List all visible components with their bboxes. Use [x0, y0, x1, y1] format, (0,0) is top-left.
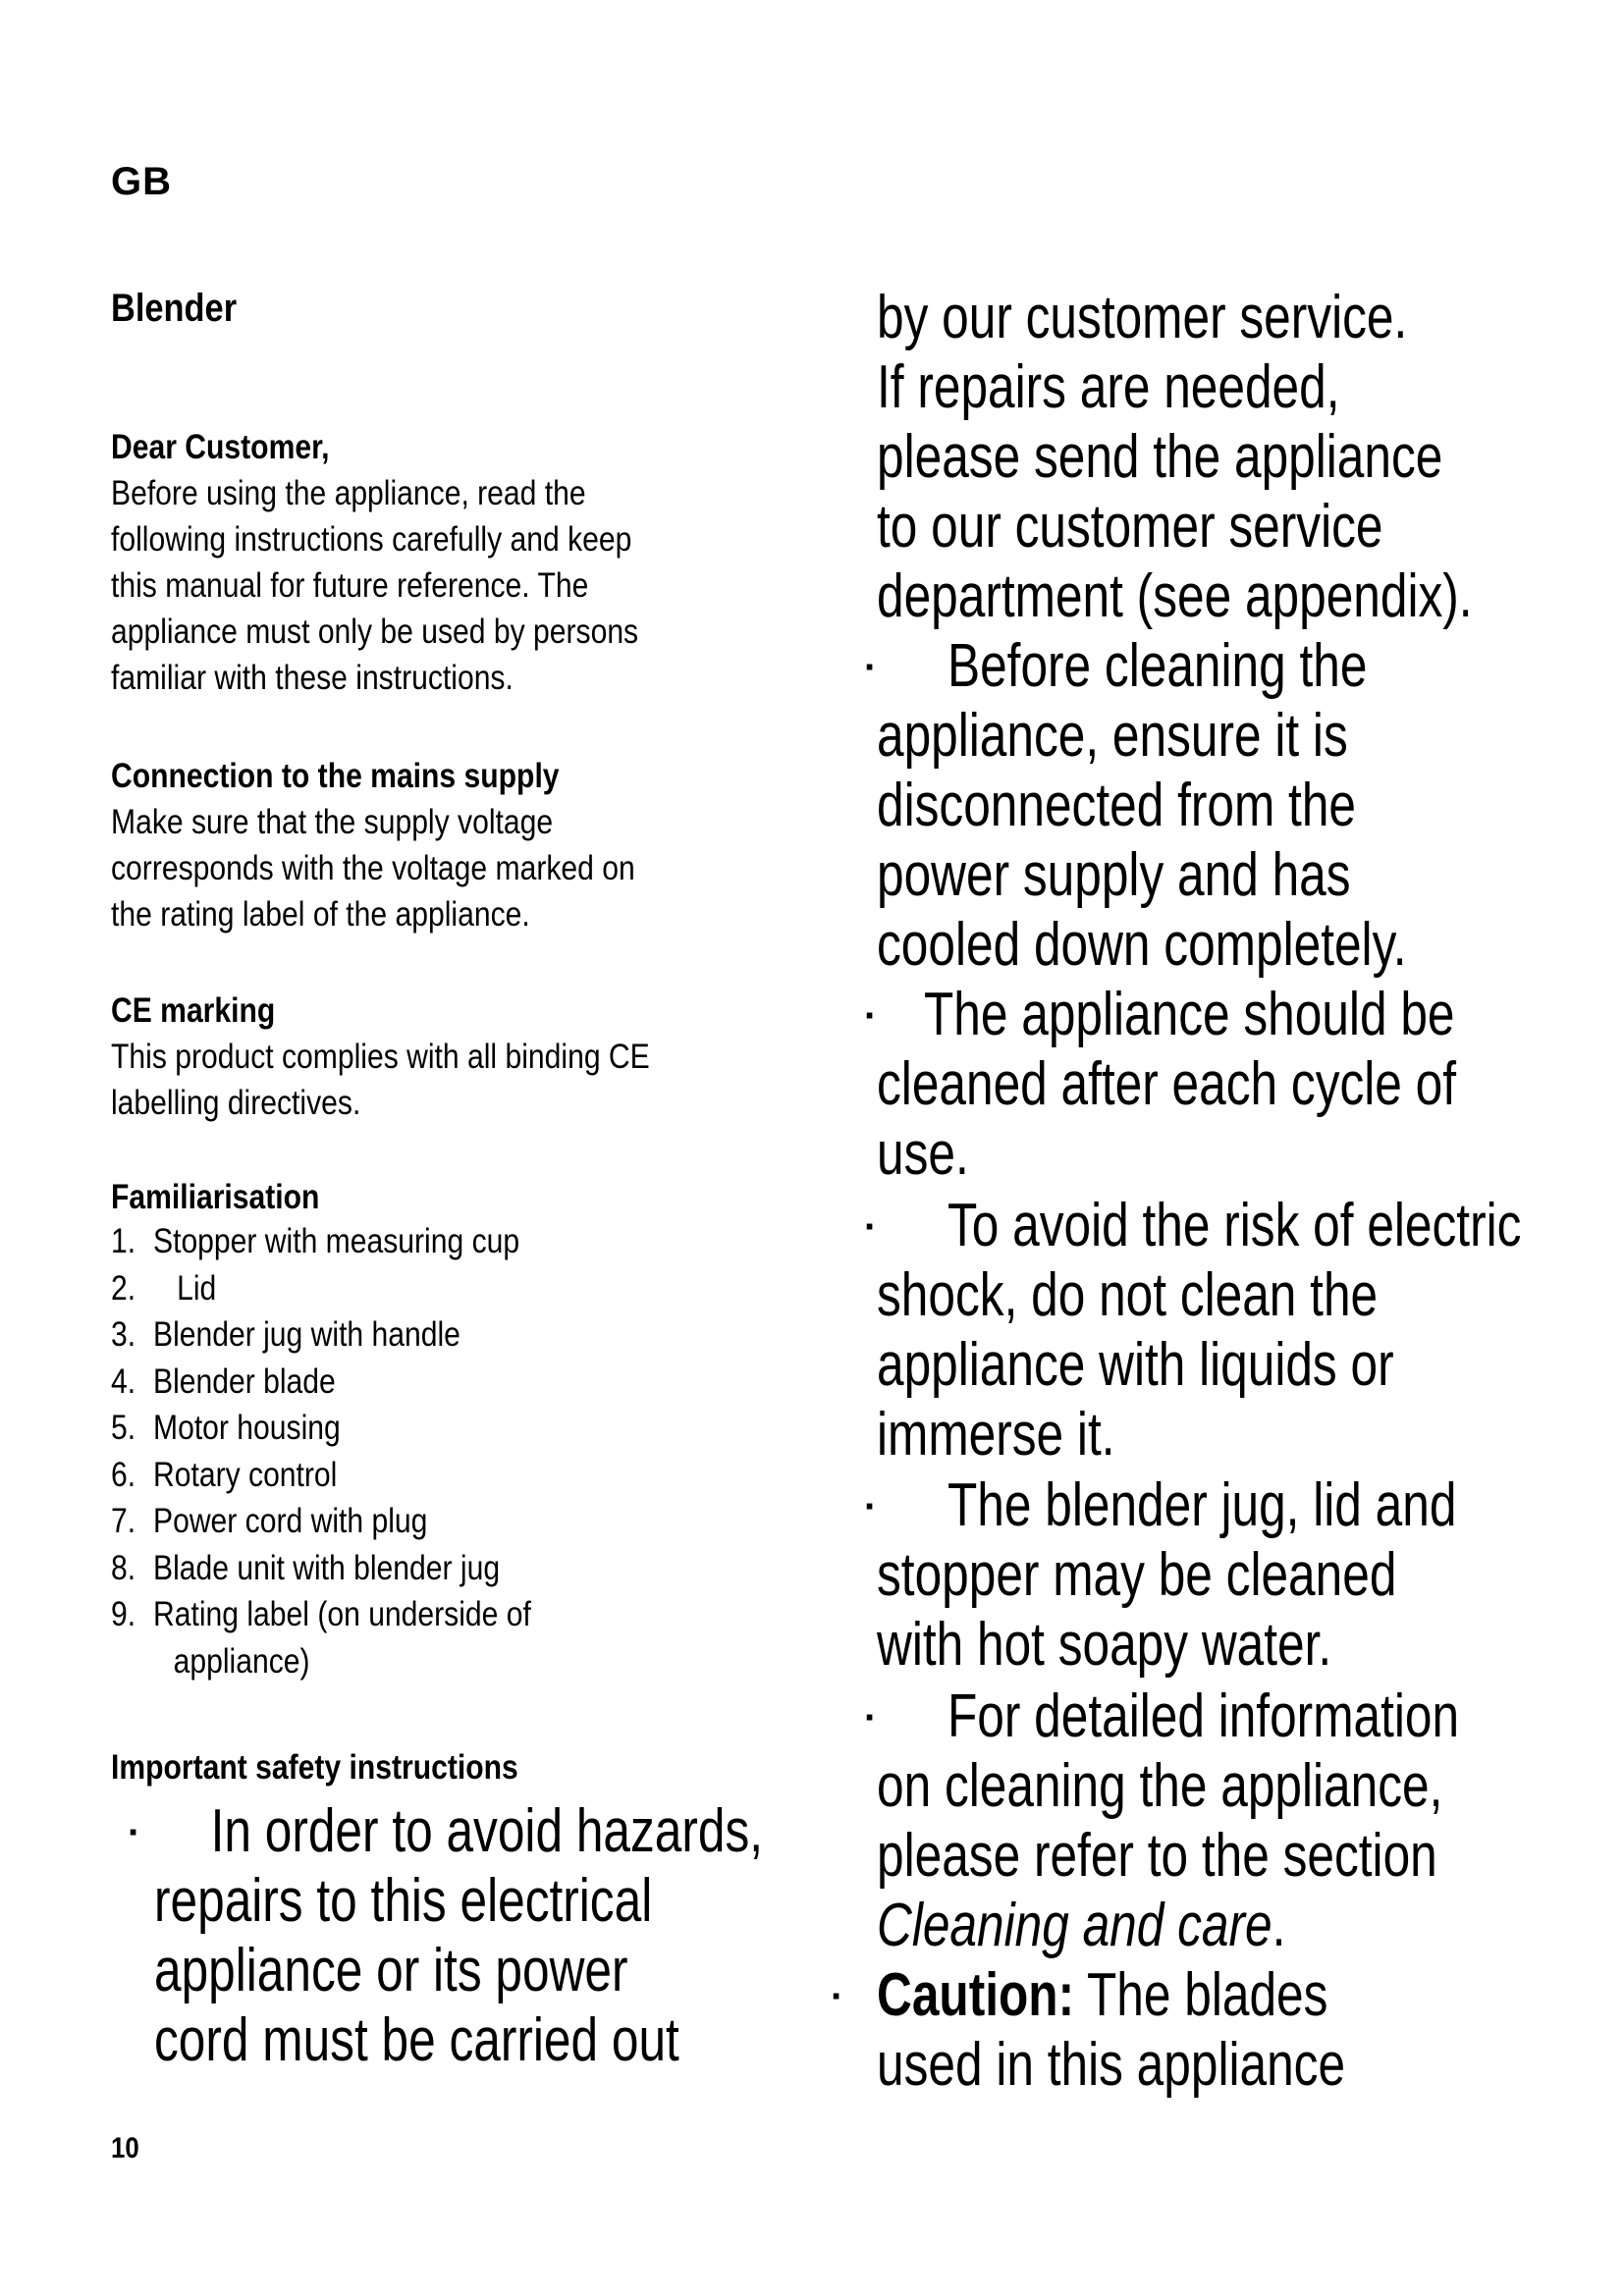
right-line: The appliance should be	[924, 981, 1455, 1048]
list-item	[111, 1591, 531, 1684]
list-number: 2.	[111, 1268, 136, 1308]
mains-line: the rating label of the appliance.	[111, 895, 530, 934]
list-item	[111, 1405, 531, 1452]
right-line: power supply and has	[877, 841, 1351, 909]
right-line: The blender jug, lid and	[947, 1471, 1457, 1539]
right-line: disconnected from the	[877, 772, 1357, 839]
right-line: If repairs are needed,	[877, 353, 1340, 421]
ce-line: labelling directives.	[111, 1084, 361, 1122]
right-line: appliance, ensure it is	[877, 702, 1348, 770]
bullet-icon: ·	[831, 1975, 844, 2018]
intro-line: Before using the appliance, read the	[111, 474, 586, 512]
mains-line: corresponds with the voltage marked on	[111, 849, 635, 887]
list-text: Power cord with plug	[153, 1502, 428, 1540]
list-number: 4.	[111, 1362, 136, 1401]
mains-heading: Connection to the mains supply	[111, 757, 560, 795]
intro-line: following instructions carefully and keep	[111, 520, 632, 559]
list-text: Blender jug with handle	[153, 1315, 460, 1354]
list-number: 7.	[111, 1502, 136, 1540]
right-bullet-5	[877, 1682, 1459, 1960]
right-line: Before cleaning the	[947, 632, 1368, 700]
list-item	[111, 1498, 531, 1545]
right-line: please refer to the section	[877, 1822, 1437, 1890]
list-number: 1.	[111, 1222, 136, 1260]
list-text: Lid	[177, 1268, 217, 1308]
list-item	[111, 1359, 531, 1406]
right-line: appliance with liquids or	[877, 1331, 1394, 1399]
list-text: Stopper with measuring cup	[153, 1222, 520, 1260]
safety-line: In order to avoid hazards,	[210, 1797, 764, 1865]
right-line: use.	[877, 1120, 969, 1188]
safety-heading: Important safety instructions	[111, 1748, 518, 1787]
list-text: Rotary control	[153, 1455, 338, 1494]
list-text: Rating label (on underside of	[153, 1595, 531, 1633]
right-line: with hot soapy water.	[877, 1611, 1332, 1679]
list-text: Blade unit with blender jug	[153, 1548, 501, 1587]
intro-line: familiar with these instructions.	[111, 659, 514, 697]
right-bullet-4	[877, 1470, 1456, 1680]
list-item	[111, 1452, 531, 1499]
right-line: please send the appliance	[877, 423, 1443, 491]
mains-section	[111, 753, 735, 937]
caution-line	[877, 1960, 1345, 2030]
right-continuation	[877, 283, 1473, 631]
caution-item	[877, 1960, 1345, 2100]
safety-line: repairs to this electrical	[154, 1867, 653, 1935]
list-item	[111, 1218, 531, 1265]
right-line: by our customer service.	[877, 284, 1408, 351]
bullet-icon: ·	[864, 1205, 878, 1249]
list-item	[111, 1311, 531, 1359]
right-line	[877, 1891, 1459, 1960]
familiarisation-heading: Familiarisation	[111, 1178, 320, 1216]
right-line: stopper may be cleaned	[877, 1541, 1397, 1609]
list-number: 6.	[111, 1455, 136, 1494]
right-line: shock, do not clean the	[877, 1261, 1379, 1329]
right-line: to our customer service	[877, 493, 1383, 561]
section-reference: Cleaning and care	[877, 1892, 1272, 1959]
list-number: 5.	[111, 1409, 136, 1447]
bullet-icon: ·	[864, 1696, 878, 1739]
caution-text: The blades	[1087, 1961, 1328, 2029]
intro-line: this manual for future reference. The	[111, 566, 589, 605]
safety-item-1	[154, 1796, 763, 2075]
bullet-icon: ·	[864, 994, 878, 1038]
caution-line: used in this appliance	[877, 2031, 1346, 2099]
list-item	[111, 1545, 531, 1592]
right-bullet-1	[877, 631, 1406, 980]
intro-line: appliance must only be used by persons	[111, 613, 639, 651]
list-text: Blender blade	[153, 1362, 336, 1401]
list-text: Motor housing	[153, 1409, 341, 1447]
caution-label: Caution:	[877, 1961, 1075, 2029]
ce-section	[111, 988, 735, 1126]
parts-list	[111, 1218, 531, 1684]
ce-heading: CE marking	[111, 991, 276, 1030]
bullet-icon: ·	[864, 646, 878, 689]
period: .	[1272, 1892, 1286, 1959]
right-bullet-2	[877, 980, 1456, 1189]
page-number: 10	[111, 2132, 139, 2164]
intro-section	[111, 424, 735, 701]
page-title: Blender	[111, 287, 238, 330]
right-bullet-3	[877, 1191, 1521, 1469]
right-line: To avoid the risk of electric	[947, 1192, 1522, 1259]
list-number: 8.	[111, 1548, 136, 1587]
ce-line: This product complies with all binding CE	[111, 1038, 650, 1076]
familiarisation-section	[111, 1174, 735, 1220]
right-line: immerse it.	[877, 1401, 1115, 1468]
right-line: cooled down completely.	[877, 911, 1407, 979]
list-number: 9.	[111, 1595, 136, 1633]
right-line: For detailed information	[947, 1682, 1460, 1750]
list-item	[111, 1265, 531, 1312]
safety-line: cord must be carried out	[154, 2006, 679, 2074]
bullet-icon: ·	[864, 1485, 878, 1528]
list-number: 3.	[111, 1315, 136, 1354]
list-text-continuation: appliance)	[173, 1641, 310, 1681]
safety-section	[111, 1744, 735, 1790]
safety-line: appliance or its power	[154, 1937, 628, 2004]
right-line: on cleaning the appliance,	[877, 1752, 1443, 1820]
language-code: GB	[111, 160, 172, 203]
right-line: department (see appendix).	[877, 562, 1473, 630]
intro-heading: Dear Customer,	[111, 428, 330, 466]
mains-line: Make sure that the supply voltage	[111, 803, 554, 841]
bullet-icon: ·	[128, 1811, 141, 1854]
right-line: cleaned after each cycle of	[877, 1050, 1457, 1118]
